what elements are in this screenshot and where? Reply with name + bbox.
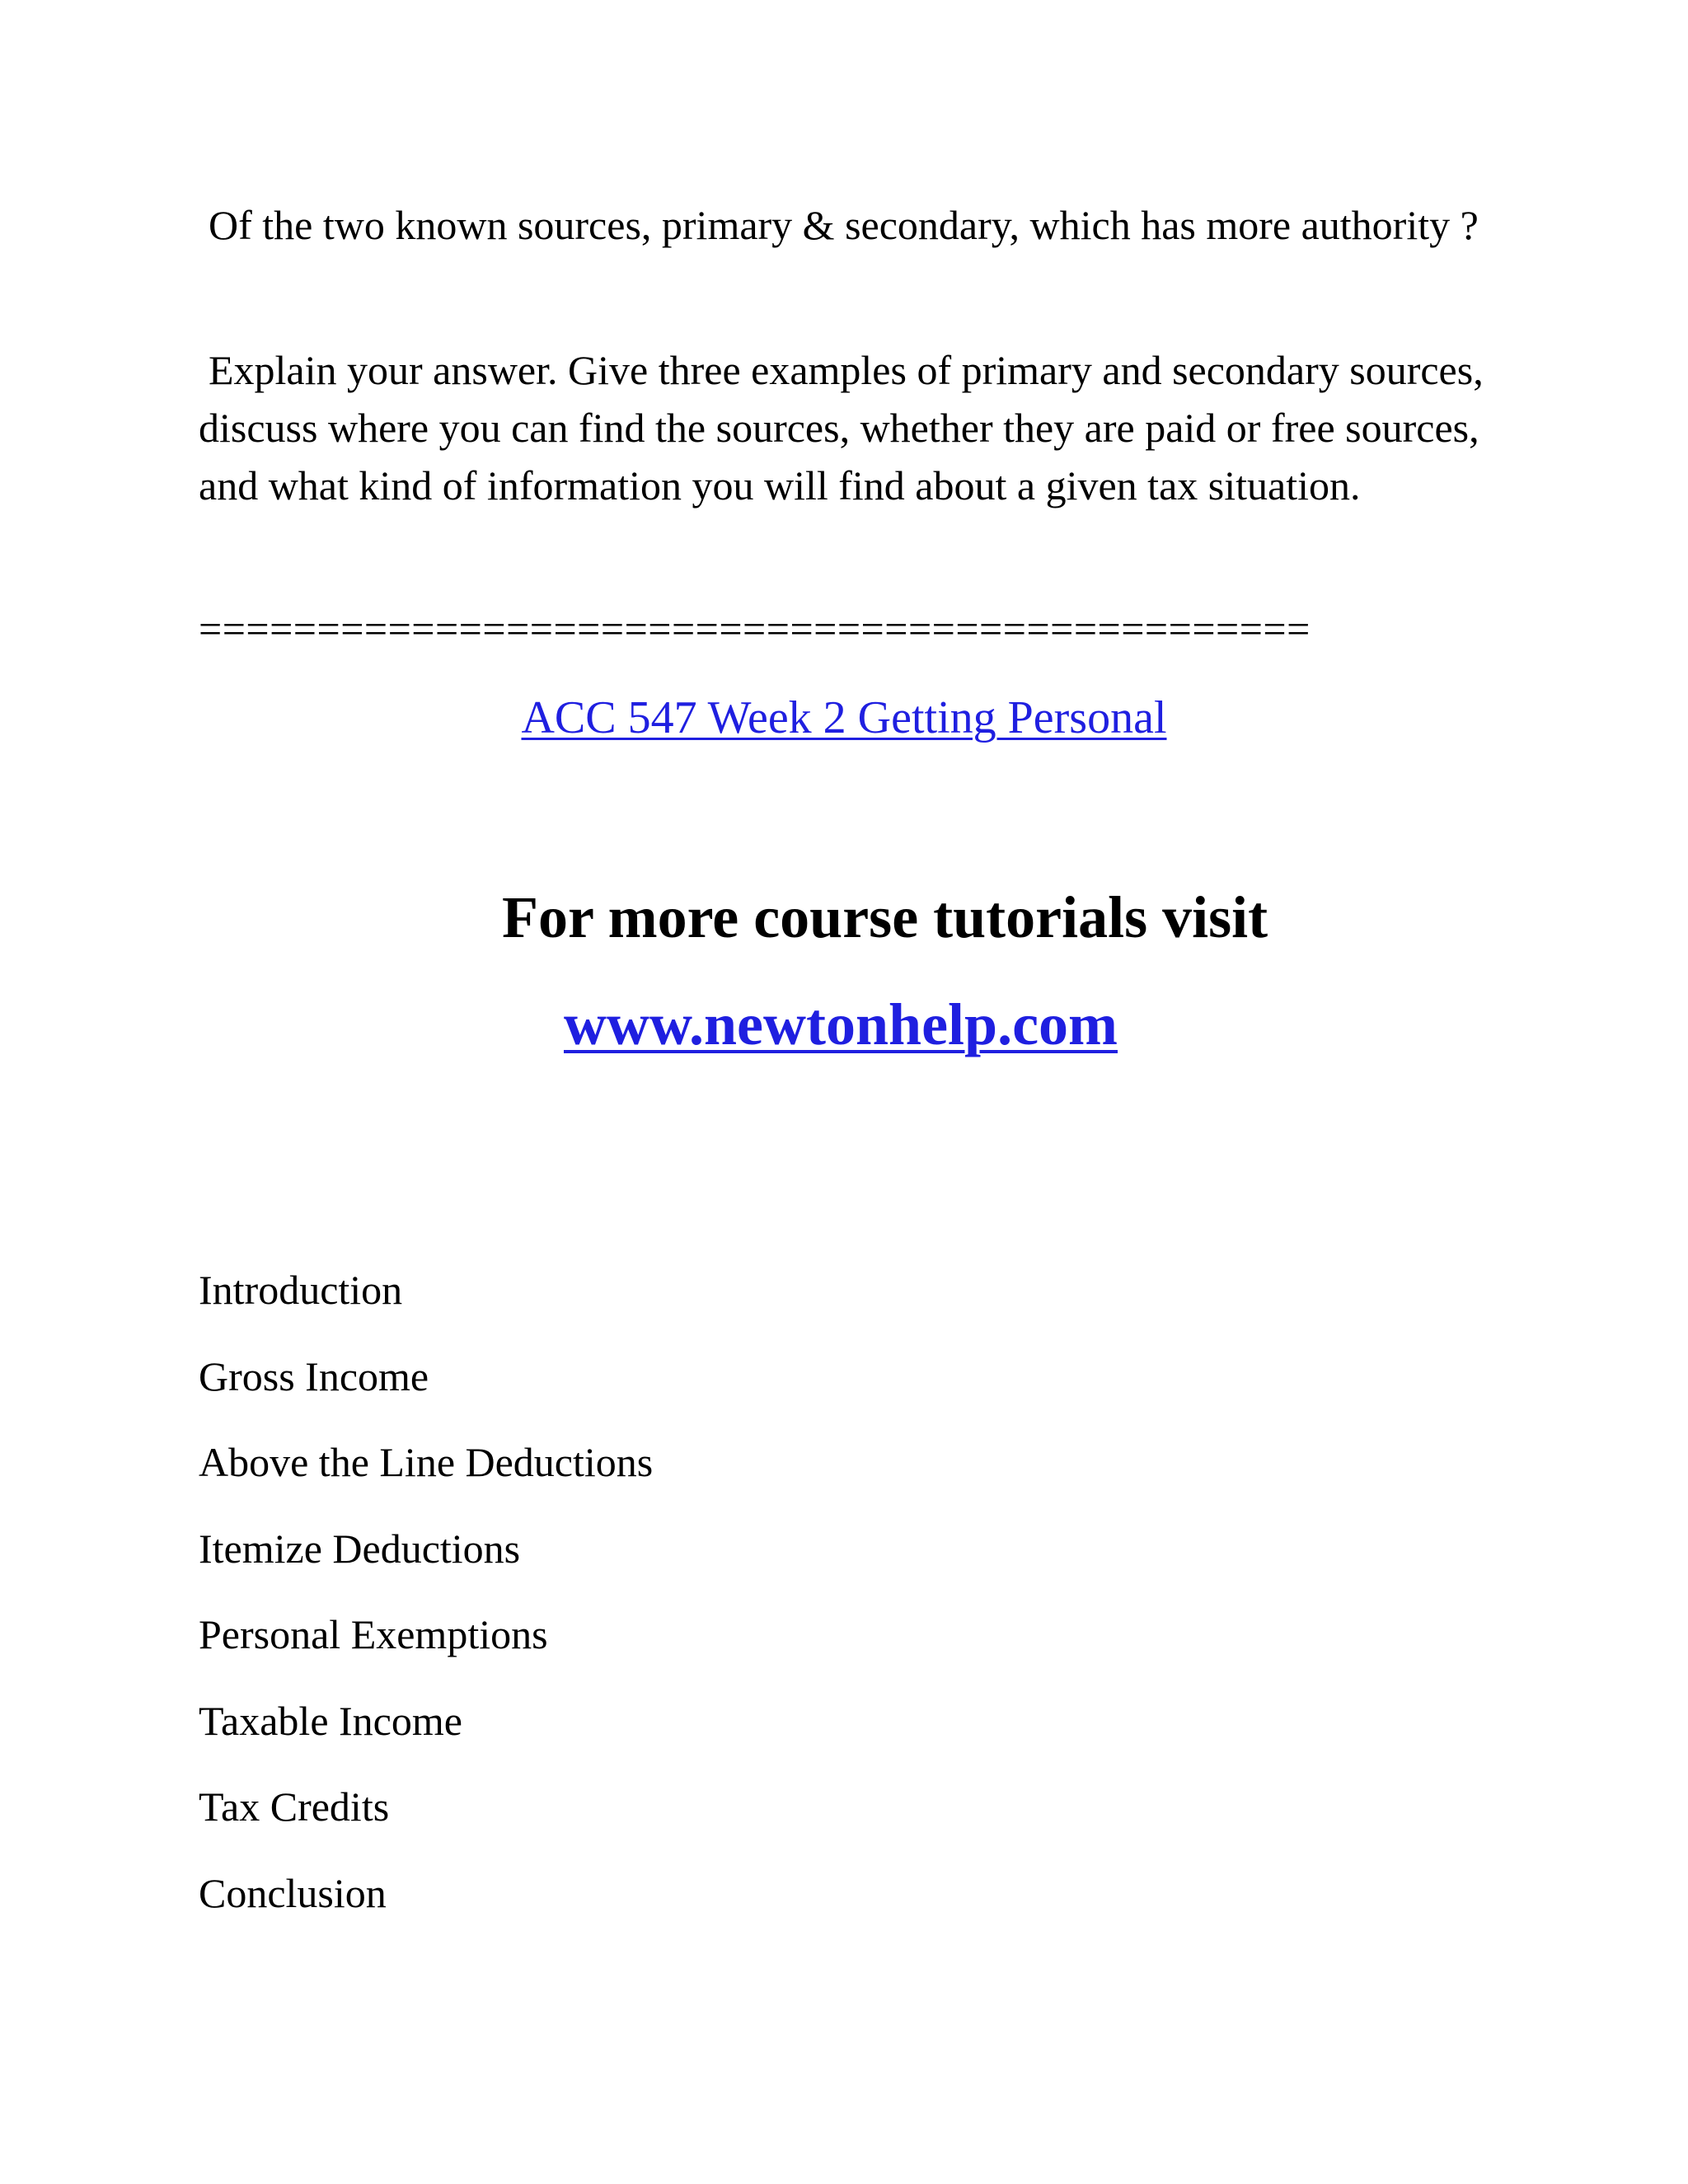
outline-list	[199, 1261, 653, 1950]
promo-heading: For more course tutorials visit	[502, 884, 1268, 950]
outline-item: Introduction	[199, 1267, 403, 1313]
outline-item: Conclusion	[199, 1869, 387, 1916]
outline-item: Gross Income	[199, 1352, 429, 1399]
course-title-link[interactable]: ACC 547 Week 2 Getting Personal	[521, 692, 1167, 743]
outline-item: Taxable Income	[199, 1697, 462, 1744]
course-link-container	[0, 689, 1688, 747]
website-link[interactable]: www.newtonhelp.com	[564, 991, 1118, 1057]
outline-item: Above the Line Deductions	[199, 1439, 654, 1485]
section-separator: ===============================================	[199, 606, 1311, 652]
outline-item: Personal Exemptions	[199, 1611, 548, 1657]
question-paragraph-1: Of the two known sources, primary & secondary, which has more authority ?	[209, 202, 1479, 248]
site-link-container	[564, 989, 1118, 1060]
outline-item: Tax Credits	[199, 1783, 390, 1830]
outline-item: Itemize Deductions	[199, 1525, 521, 1572]
question-paragraph-2: Explain your answer. Give three examples of primary and secondary sources, discuss where you can find the sources, whether they are paid or free sources, and what kind of information you will find about a given tax situation.	[199, 347, 1484, 509]
